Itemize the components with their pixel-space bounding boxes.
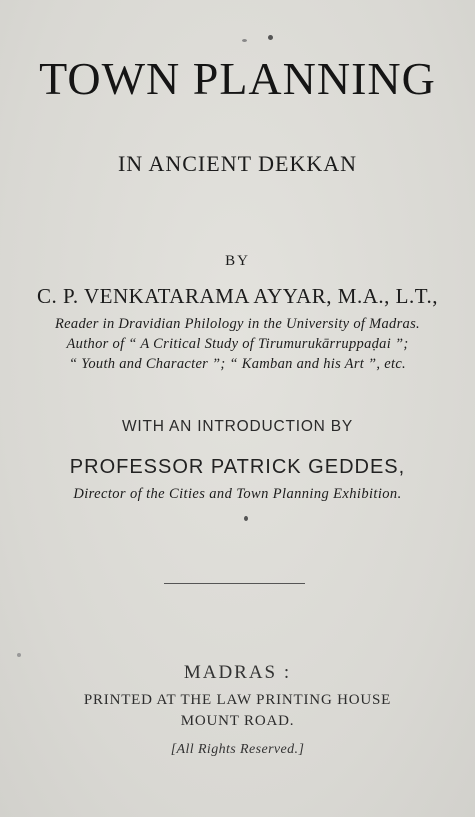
divider-rule <box>164 583 305 584</box>
author-credential-line: Reader in Dravidian Philology in the University of Madras. <box>55 316 420 332</box>
introducer-name: PROFESSOR PATRICK GEDDES, <box>69 456 406 478</box>
imprint-printer: PRINTED AT THE LAW PRINTING HOUSE <box>83 692 392 708</box>
imprint-address: MOUNT ROAD. <box>180 713 295 729</box>
introducer-role: Director of the Cities and Town Planning Exhibition. <box>73 486 402 502</box>
imprint-city: MADRAS : <box>183 662 292 683</box>
introduction-label: WITH AN INTRODUCTION BY <box>121 418 354 435</box>
speck-mark <box>17 653 21 657</box>
speck-mark <box>242 39 247 42</box>
rights-notice: [All Rights Reserved.] <box>170 742 305 757</box>
speck-mark <box>244 516 248 521</box>
author-credential-line: “ Youth and Character ”; “ Kamban and his Art ”, etc. <box>69 356 406 372</box>
book-subtitle: IN ANCIENT DEKKAN <box>117 151 358 176</box>
speck-mark <box>268 35 273 40</box>
author-name: C. P. VENKATARAMA AYYAR, M.A., L.T., <box>37 284 438 308</box>
by-label: BY <box>225 253 250 269</box>
book-title: TOWN PLANNING <box>39 53 436 104</box>
author-credential-line: Author of “ A Critical Study of Tirumurukārruppaḍai ”; <box>66 336 409 352</box>
